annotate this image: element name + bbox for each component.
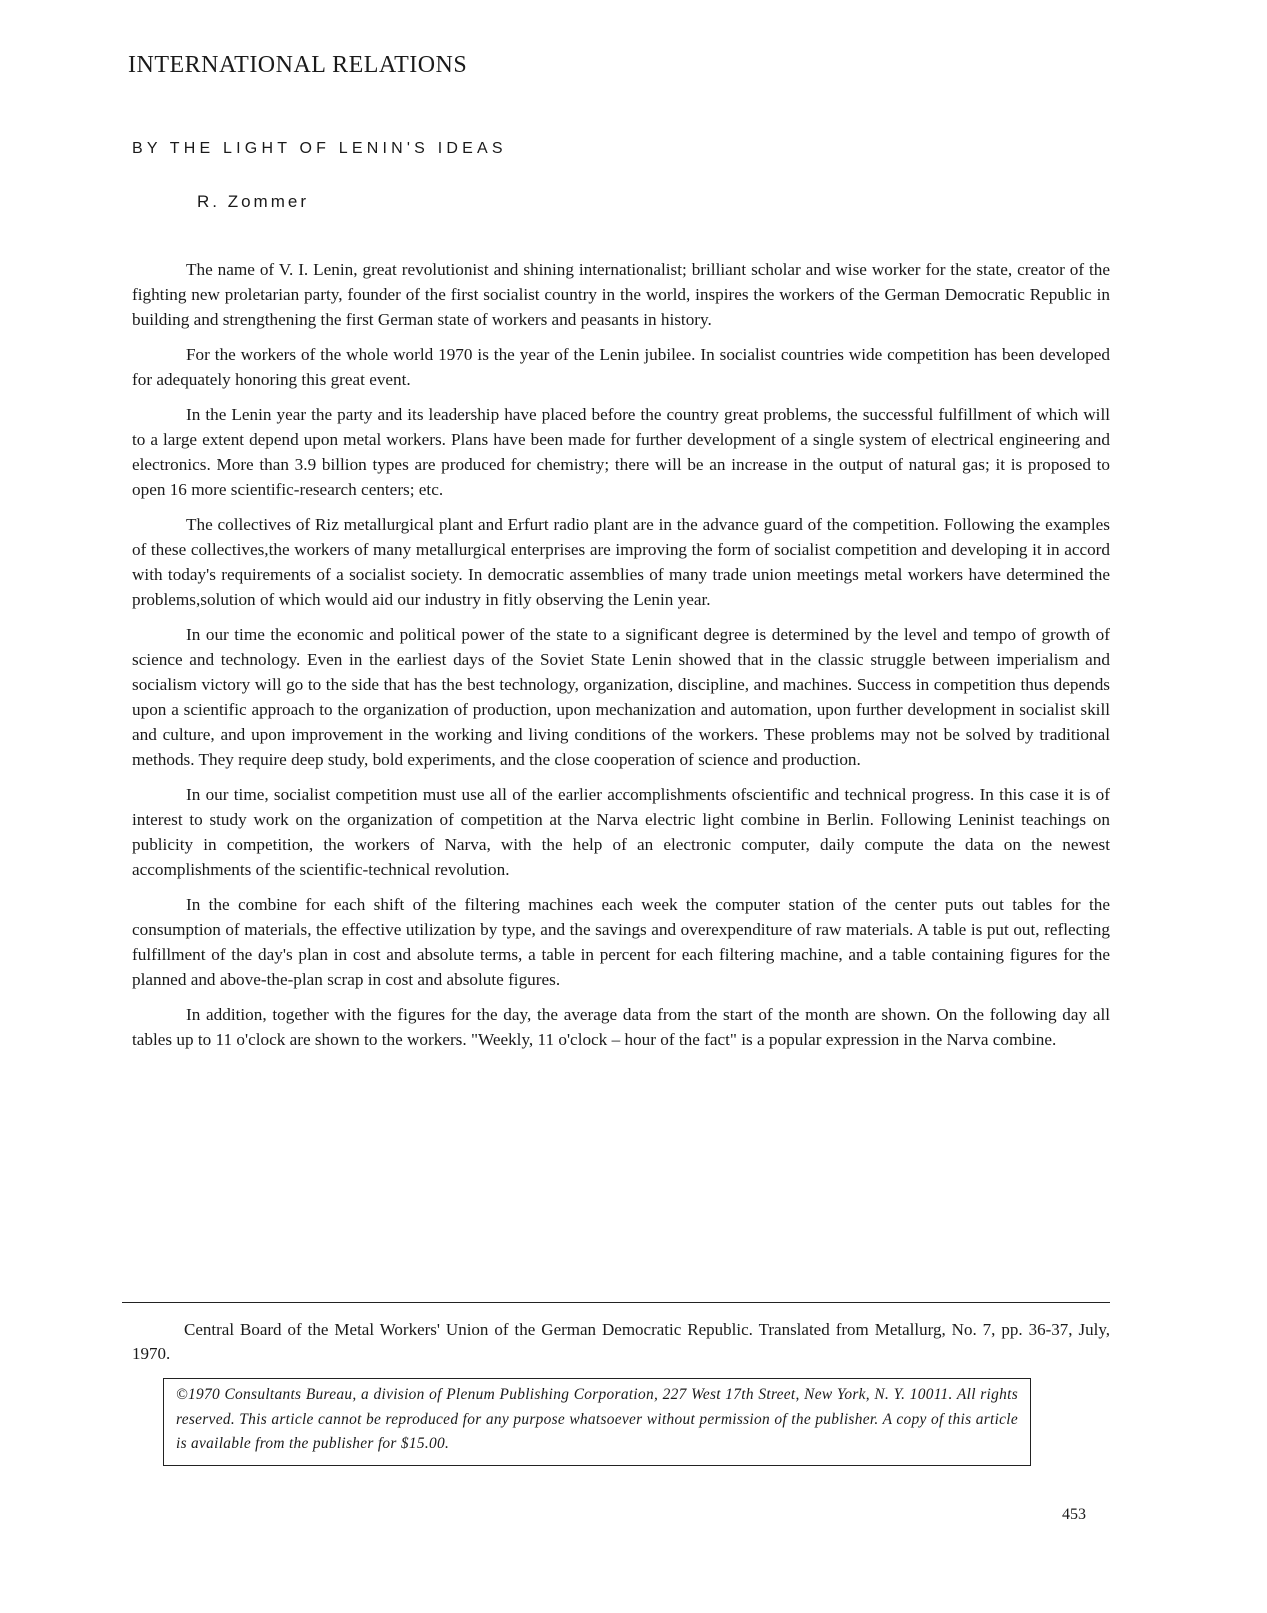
body-paragraph: The collectives of Riz metallurgical plant and Erfurt radio plant are in the advance guard of the competition. Following the examples of these collectives,the workers of many metallurgical enterprises are improving the form of socialist competition and developing it in accord with today's requirements of a socialist society. In democratic assemblies of many trade union meetings metal workers have determined the problems,solution of which would aid our industry in fitly observing the Lenin year. (132, 515, 1110, 609)
body-paragraph: In the combine for each shift of the filtering machines each week the computer station of the center puts out tables for the consumption of materials, the effective utilization by type, and the savings and overexpenditure of raw materials. A table is put out, reflecting fulfillment of the day's plan in cost and absolute terms, a table in percent for each filtering machine, and a table containing figures for the planned and above-the-plan scrap in cost and absolute figures. (132, 895, 1110, 989)
page-number: 453 (1062, 1506, 1086, 1523)
author-name: R. Zommer (197, 192, 309, 211)
source-footnote: Central Board of the Metal Workers' Union of the German Democratic Republic. Translated from Metallurg, No. 7, pp. 36-37, July, 1970. (132, 1320, 1110, 1363)
copyright-box (163, 1378, 1031, 1466)
article-title: BY THE LIGHT OF LENIN'S IDEAS (132, 140, 507, 157)
body-paragraph: In our time, socialist competition must use all of the earlier accomplishments ofscientific and technical progress. In this case it is of interest to study work on the organization of competition at the Narva electric light combine in Berlin. Following Leninist teachings on publicity in competition, the workers of Narva, with the help of an electronic computer, daily compute the data on the newest accomplishments of the scientific-technical revolution. (132, 785, 1110, 879)
copyright-notice: ©1970 Consultants Bureau, a division of Plenum Publishing Corporation, 227 West 17th Street, New York, N. Y. 10011. All rights reserved. This article cannot be reproduced for any purpose whatsoever without permission of the publisher. A copy of this article is available from the publisher for $15.00. (176, 1386, 1018, 1452)
body-paragraph: In our time the economic and political power of the state to a significant degree is determined by the level and tempo of growth of science and technology. Even in the earliest days of the Soviet State Lenin showed that in the classic struggle between imperialism and socialism victory will go to the side that has the best technology, organization, discipline, and machines. Success in competition thus depends upon a scientific approach to the organization of production, upon mechanization and automation, upon further development in socialist skill and culture, and upon improvement in the working and living conditions of the workers. These problems may not be solved by traditional methods. They require deep study, bold experiments, and the close cooperation of science and production. (132, 625, 1110, 769)
body-paragraph: The name of V. I. Lenin, great revolutionist and shining internationalist; brilliant scholar and wise worker for the state, creator of the fighting new proletarian party, founder of the first socialist country in the world, inspires the workers of the German Democratic Republic in building and strengthening the first German state of workers and peasants in history. (132, 260, 1110, 329)
footnote-divider (122, 1302, 1110, 1303)
body-paragraph: For the workers of the whole world 1970 is the year of the Lenin jubilee. In socialist countries wide competition has been developed for adequately honoring this great event. (132, 345, 1110, 389)
body-paragraph: In the Lenin year the party and its leadership have placed before the country great problems, the successful fulfillment of which will to a large extent depend upon metal workers. Plans have been made for further development of a single system of electrical engineering and electronics. More than 3.9 billion types are produced for chemistry; there will be an increase in the output of natural gas; it is proposed to open 16 more scientific-research centers; etc. (132, 405, 1110, 499)
section-title: INTERNATIONAL RELATIONS (128, 52, 468, 78)
body-paragraph: In addition, together with the figures for the day, the average data from the start of the month are shown. On the following day all tables up to 11 o'clock are shown to the workers. "Weekly, 11 o'clock – hour of the fact" is a popular expression in the Narva combine. (132, 1005, 1110, 1049)
article-body (132, 257, 1110, 1062)
